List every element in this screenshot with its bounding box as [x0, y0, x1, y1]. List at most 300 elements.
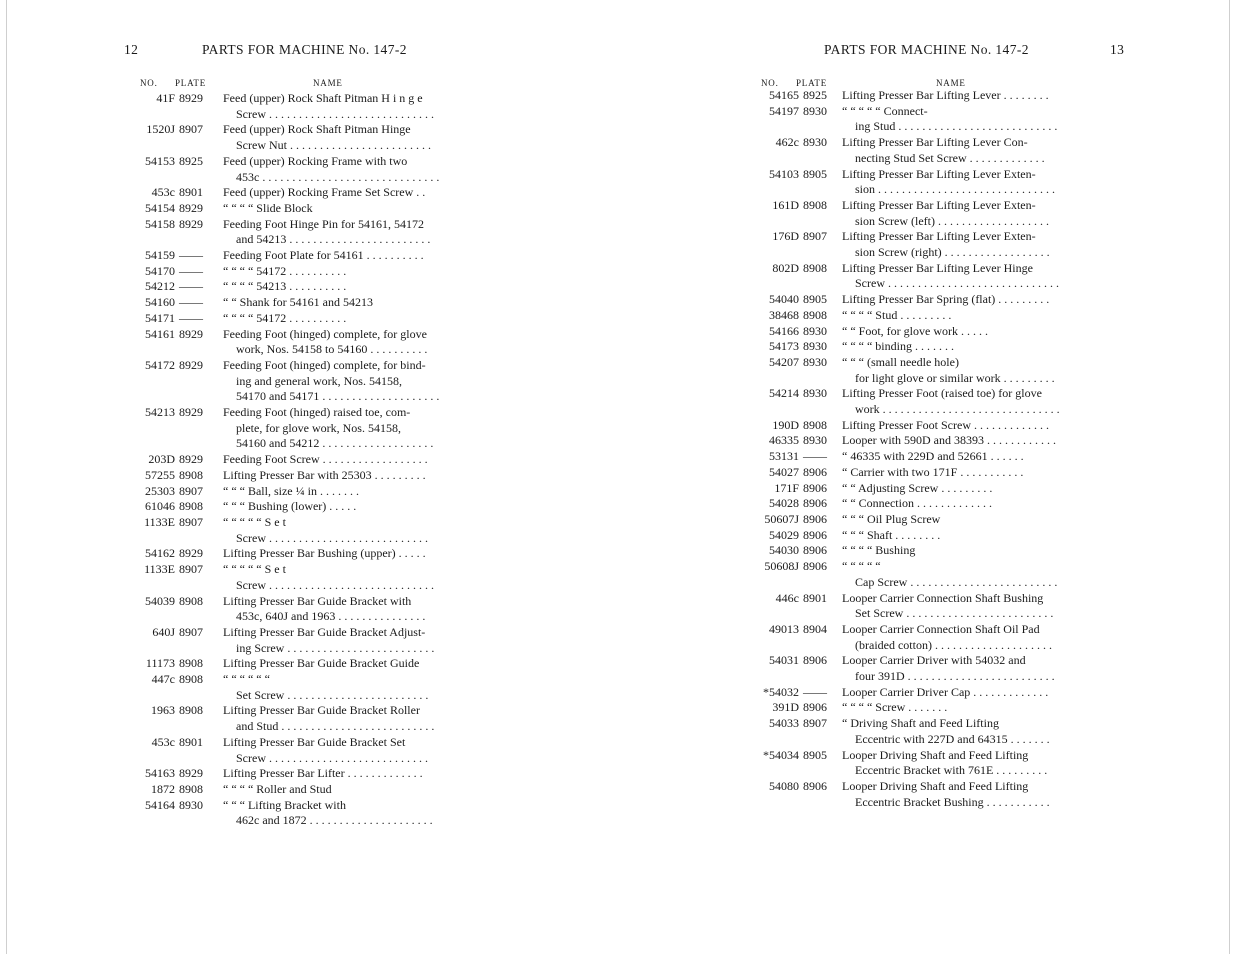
part-name-line: Lifting Presser Bar Guide Bracket Guide	[223, 656, 420, 671]
part-name-line: “ “ “ “ 54172 . . . . . . . . . .	[223, 263, 347, 278]
part-number: 54039	[145, 593, 175, 608]
part-name	[842, 716, 1143, 747]
part-name	[842, 512, 1143, 528]
part-number: 462c	[775, 135, 799, 150]
part-entry	[748, 496, 1143, 512]
part-name	[842, 386, 1143, 417]
part-name-line: Lifting Presser Bar Lifting Lever Con-	[842, 135, 1028, 150]
part-entry	[748, 559, 1143, 590]
plate-number: 8901	[803, 590, 827, 605]
part-number: 1872	[151, 781, 175, 796]
part-name-line: Lifting Presser Bar Guide Bracket Set	[223, 734, 406, 749]
part-name-line: “ “ “ “ Screw . . . . . . .	[842, 700, 948, 715]
plate-number: ——	[179, 295, 203, 310]
part-name	[223, 515, 465, 546]
part-name	[842, 308, 1143, 324]
part-entry	[748, 622, 1143, 653]
part-entry	[120, 358, 465, 405]
part-entry	[120, 782, 465, 798]
plate-number: 8930	[803, 135, 827, 150]
part-name-line: ing and general work, Nos. 54158,	[236, 373, 402, 388]
plate-number: ——	[803, 449, 827, 464]
part-name	[223, 452, 465, 468]
part-name	[223, 248, 465, 264]
part-entry	[120, 122, 465, 153]
part-number: 53131	[769, 449, 799, 464]
plate-number: 8908	[179, 656, 203, 671]
part-name-line: Looper with 590D and 38393 . . . . . . . . . . . .	[842, 433, 1056, 448]
part-number: 54197	[769, 103, 799, 118]
plate-number: 8906	[803, 559, 827, 574]
part-name-line: Feeding Foot Plate for 54161 . . . . . . . . . .	[223, 248, 424, 263]
part-name	[223, 279, 465, 295]
part-entry	[120, 625, 465, 656]
part-entry	[748, 449, 1143, 465]
plate-number: 8908	[803, 260, 827, 275]
part-number: 41F	[156, 91, 175, 105]
part-name	[842, 418, 1143, 434]
part-number: 54040	[769, 292, 799, 307]
part-name	[842, 339, 1143, 355]
part-name-line: Feeding Foot (hinged) complete, for bind-	[223, 357, 426, 372]
page-number: 13	[1110, 42, 1125, 57]
plate-number: 8929	[179, 546, 203, 561]
part-name-line: Looper Carrier Connection Shaft Bushing	[842, 590, 1044, 605]
part-number: 54172	[145, 357, 175, 372]
part-number: 446c	[775, 590, 799, 605]
part-name-line: 453c, 640J and 1963 . . . . . . . . . . . . . . .	[236, 609, 426, 624]
plate-number: 8907	[179, 514, 203, 529]
part-name-line: 462c and 1872 . . . . . . . . . . . . . . . . . . . . .	[236, 813, 433, 828]
part-number: 54027	[769, 464, 799, 479]
part-name-line: Lifting Presser Bar Lifting Lever Exten-	[842, 229, 1036, 244]
part-number: 1520J	[146, 122, 175, 137]
part-entry	[748, 355, 1143, 386]
part-entry	[120, 201, 465, 217]
part-name	[223, 405, 465, 452]
part-entry	[748, 685, 1143, 701]
part-entry	[120, 295, 465, 311]
plate-number: 8929	[179, 766, 203, 781]
part-name-line: Lifting Presser Bar Guide Bracket Adjust-	[223, 624, 426, 639]
part-number: 54030	[769, 543, 799, 558]
part-entry	[120, 264, 465, 280]
part-name	[842, 465, 1143, 481]
part-number: 54171	[145, 310, 175, 325]
part-name-line: ing Stud . . . . . . . . . . . . . . . . . . . . . . . . . . .	[855, 119, 1058, 134]
plate-number: 8929	[179, 200, 203, 215]
part-entry	[748, 512, 1143, 528]
plate-number: 8929	[179, 91, 203, 105]
part-name-line: “ Carrier with two 171F . . . . . . . . . . .	[842, 464, 1024, 479]
part-name-line: Lifting Presser Bar Lifting Lever . . . . . . . .	[842, 88, 1049, 102]
part-number: 54160	[145, 295, 175, 310]
part-number: 54214	[769, 386, 799, 401]
part-number: *54032	[763, 684, 799, 699]
plate-number: 8908	[179, 593, 203, 608]
part-number: 190D	[772, 417, 799, 432]
part-name-line: Set Screw . . . . . . . . . . . . . . . . . . . . . . . .	[236, 687, 429, 702]
plate-number: 8906	[803, 480, 827, 495]
part-name	[842, 779, 1143, 810]
part-name-line: Looper Carrier Connection Shaft Oil Pad	[842, 621, 1040, 636]
part-number: 453c	[151, 734, 175, 749]
part-name	[223, 499, 465, 515]
plate-number: 8925	[803, 88, 827, 102]
part-entry	[120, 594, 465, 625]
part-number: 54207	[769, 354, 799, 369]
part-number: 1133E	[144, 562, 175, 577]
part-entry	[748, 88, 1143, 104]
part-name	[223, 484, 465, 500]
part-name-line: Cap Screw . . . . . . . . . . . . . . . . . . . . . . . . .	[855, 574, 1058, 589]
parts-list	[120, 91, 465, 829]
part-name-line: “ “ Connection . . . . . . . . . . . . .	[842, 496, 992, 511]
page-edge-left	[6, 0, 7, 954]
part-name	[223, 358, 465, 405]
part-number: 176D	[772, 229, 799, 244]
part-entry	[748, 324, 1143, 340]
part-name-line: “ “ “ Lifting Bracket with	[223, 797, 346, 812]
plate-number: 8908	[179, 781, 203, 796]
plate-number: 8929	[179, 357, 203, 372]
part-name-line: sion Screw (right) . . . . . . . . . . . . . . . . . .	[855, 245, 1050, 260]
part-name-line: four 391D . . . . . . . . . . . . . . . . . . . . . . . . .	[855, 669, 1055, 684]
part-name-line: Lifting Presser Bar Spring (flat) . . . . . . . . .	[842, 292, 1050, 307]
plate-number: 8925	[179, 153, 203, 168]
part-number: 25303	[145, 483, 175, 498]
part-entry	[748, 104, 1143, 135]
part-name-line: Screw . . . . . . . . . . . . . . . . . . . . . . . . . . .	[236, 750, 428, 765]
part-number: 1963	[151, 703, 175, 718]
part-name	[223, 91, 465, 122]
part-name-line: Screw . . . . . . . . . . . . . . . . . . . . . . . . . . . .	[236, 106, 434, 121]
part-name	[842, 481, 1143, 497]
part-name-line: “ “ “ “ Roller and Stud	[223, 781, 332, 796]
column-header-name: NAME	[936, 78, 966, 88]
plate-number: 8908	[179, 467, 203, 482]
part-entry	[120, 735, 465, 766]
part-name-line: “ “ “ Shaft . . . . . . . .	[842, 527, 941, 542]
plate-number: 8906	[803, 496, 827, 511]
plate-number: 8904	[803, 621, 827, 636]
part-entry	[748, 700, 1143, 716]
part-name-line: Screw Nut . . . . . . . . . . . . . . . . . . . . . . . .	[236, 138, 431, 153]
plate-number: 8908	[803, 307, 827, 322]
part-name-line: Lifting Presser Bar Lifter . . . . . . . . . . . . .	[223, 766, 423, 781]
part-name	[842, 324, 1143, 340]
column-header-plate: PLATE	[796, 78, 827, 88]
part-entry	[120, 468, 465, 484]
part-name-line: and Stud . . . . . . . . . . . . . . . . . . . . . . . . . .	[236, 719, 435, 734]
plate-number: ——	[179, 310, 203, 325]
page-edge-right	[1229, 0, 1230, 954]
part-name	[223, 798, 465, 829]
part-name-line: Feed (upper) Rock Shaft Pitman H i n g e	[223, 91, 423, 105]
part-name-line: “ “ “ “ 54213 . . . . . . . . . .	[223, 279, 347, 294]
part-name	[223, 264, 465, 280]
column-header-plate: PLATE	[175, 78, 206, 88]
part-name	[223, 154, 465, 185]
plate-number: 8907	[803, 716, 827, 731]
plate-number: 8908	[803, 417, 827, 432]
part-name-line: Screw . . . . . . . . . . . . . . . . . . . . . . . . . . .	[236, 530, 428, 545]
part-entry	[748, 292, 1143, 308]
part-name-line: “ “ “ “ Bushing	[842, 543, 916, 558]
part-name	[842, 433, 1143, 449]
part-name-line: Feed (upper) Rocking Frame with two	[223, 153, 408, 168]
part-entry	[120, 515, 465, 546]
plate-number: 8907	[179, 122, 203, 137]
part-name-line: “ 46335 with 229D and 52661 . . . . . .	[842, 449, 1024, 464]
part-name	[842, 355, 1143, 386]
part-name	[223, 185, 465, 201]
left-page	[120, 0, 465, 954]
part-name-line: “ “ “ (small needle hole)	[842, 354, 959, 369]
part-number: 38468	[769, 307, 799, 322]
part-name-line: “ Driving Shaft and Feed Lifting	[842, 716, 999, 731]
part-name	[223, 656, 465, 672]
part-name	[223, 468, 465, 484]
part-number: 391D	[772, 700, 799, 715]
part-name	[842, 449, 1143, 465]
part-entry	[120, 154, 465, 185]
part-entry	[748, 748, 1143, 779]
part-name-line: Looper Carrier Driver Cap . . . . . . . . . . . . .	[842, 684, 1049, 699]
plate-number: ——	[803, 684, 827, 699]
part-entry	[748, 386, 1143, 417]
plate-number: 8929	[179, 452, 203, 467]
part-entry	[120, 672, 465, 703]
part-name-line: “ “ “ “ “ “	[223, 672, 270, 687]
part-name	[842, 229, 1143, 260]
part-name-line: “ “ “ “ “	[842, 559, 881, 574]
plate-number: 8929	[179, 326, 203, 341]
part-name-line: Eccentric with 227D and 64315 . . . . . . .	[855, 731, 1050, 746]
part-number: 54212	[145, 279, 175, 294]
part-entry	[748, 167, 1143, 198]
part-name-line: plete, for glove work, Nos. 54158,	[236, 420, 401, 435]
plate-number: 8908	[179, 703, 203, 718]
part-number: 161D	[772, 197, 799, 212]
part-number: 54033	[769, 716, 799, 731]
page-title: PARTS FOR MACHINE No. 147-2	[824, 42, 1029, 57]
part-entry	[748, 418, 1143, 434]
plate-number: 8908	[179, 672, 203, 687]
part-name-line: “ “ “ “ 54172 . . . . . . . . . .	[223, 310, 347, 325]
part-name-line: necting Stud Set Screw . . . . . . . . . . . . .	[855, 150, 1045, 165]
plate-number: 8930	[803, 339, 827, 354]
part-entry	[120, 248, 465, 264]
part-number: 54165	[769, 88, 799, 102]
part-number: *54034	[763, 747, 799, 762]
part-entry	[748, 543, 1143, 559]
plate-number: 8930	[803, 354, 827, 369]
part-name-line: “ “ “ “ binding . . . . . . .	[842, 339, 954, 354]
column-header-no: NO.	[140, 78, 158, 88]
plate-number: 8907	[179, 562, 203, 577]
part-number: 54028	[769, 496, 799, 511]
part-entry	[748, 433, 1143, 449]
part-name-line: 453c . . . . . . . . . . . . . . . . . . . . . . . . . . . . . .	[236, 169, 440, 184]
part-name-line: Feed (upper) Rocking Frame Set Screw . .	[223, 185, 426, 200]
part-number: 447c	[151, 672, 175, 687]
part-name-line: Screw . . . . . . . . . . . . . . . . . . . . . . . . . . . .	[236, 577, 434, 592]
part-entry	[748, 779, 1143, 810]
part-name	[223, 594, 465, 625]
part-entry	[748, 229, 1143, 260]
part-name	[842, 543, 1143, 559]
part-name-line: sion . . . . . . . . . . . . . . . . . . . . . . . . . . . . . .	[855, 182, 1056, 197]
part-name	[842, 198, 1143, 229]
parts-list	[748, 88, 1143, 810]
plate-number: 8929	[179, 216, 203, 231]
part-name-line: Lifting Presser Bar Lifting Lever Exten-	[842, 166, 1036, 181]
part-entry	[748, 653, 1143, 684]
plate-number: 8929	[179, 405, 203, 420]
part-entry	[748, 716, 1143, 747]
part-number: 54158	[145, 216, 175, 231]
part-name	[842, 748, 1143, 779]
part-number: 46335	[769, 433, 799, 448]
part-entry	[120, 703, 465, 734]
part-name-line: “ “ “ “ “ S e t	[223, 514, 286, 529]
part-name	[223, 546, 465, 562]
plate-number: ——	[179, 279, 203, 294]
part-number: 54153	[145, 153, 175, 168]
part-name	[842, 622, 1143, 653]
part-entry	[120, 327, 465, 358]
part-name-line: “ “ “ Ball, size ¼ in . . . . . . .	[223, 483, 359, 498]
part-name-line: Lifting Presser Foot Screw . . . . . . . . . . . . .	[842, 417, 1049, 432]
part-entry	[120, 562, 465, 593]
part-name-line: Feed (upper) Rock Shaft Pitman Hinge	[223, 122, 411, 137]
plate-number: 8930	[803, 386, 827, 401]
part-entry	[748, 339, 1143, 355]
part-entry	[120, 484, 465, 500]
part-name	[842, 559, 1143, 590]
part-entry	[748, 528, 1143, 544]
part-name-line: work . . . . . . . . . . . . . . . . . . . . . . . . . . . . . .	[855, 402, 1060, 417]
plate-number: 8906	[803, 700, 827, 715]
part-name-line: “ “ “ “ Slide Block	[223, 200, 313, 215]
plate-number: 8906	[803, 543, 827, 558]
part-entry	[120, 217, 465, 248]
part-name-line: Looper Driving Shaft and Feed Lifting	[842, 778, 1029, 793]
part-name-line: work, Nos. 54158 to 54160 . . . . . . . . . .	[236, 342, 428, 357]
plate-number: 8908	[803, 197, 827, 212]
part-name-line: (braided cotton) . . . . . . . . . . . . . . . . . . . .	[855, 637, 1052, 652]
plate-number: 8908	[179, 499, 203, 514]
plate-number: 8930	[803, 103, 827, 118]
part-name-line: Feeding Foot Screw . . . . . . . . . . . . . . . . . .	[223, 452, 428, 467]
part-number: 11173	[145, 656, 175, 671]
plate-number: 8901	[179, 185, 203, 200]
part-name	[842, 496, 1143, 512]
part-number: 54213	[145, 405, 175, 420]
part-name-line: Looper Driving Shaft and Feed Lifting	[842, 747, 1029, 762]
plate-number: 8930	[179, 797, 203, 812]
part-name-line: “ “ Adjusting Screw . . . . . . . . .	[842, 480, 993, 495]
part-number: 50608J	[764, 559, 799, 574]
part-name-line: sion Screw (left) . . . . . . . . . . . . . . . . . . .	[855, 213, 1049, 228]
part-entry	[748, 198, 1143, 229]
part-name-line: for light glove or similar work . . . . . . . . .	[855, 370, 1055, 385]
part-name	[223, 122, 465, 153]
part-entry	[120, 452, 465, 468]
part-name	[842, 528, 1143, 544]
plate-number: 8905	[803, 747, 827, 762]
part-entry	[748, 465, 1143, 481]
part-number: 54154	[145, 200, 175, 215]
part-number: 54029	[769, 527, 799, 542]
part-name	[223, 295, 465, 311]
part-entry	[120, 656, 465, 672]
plate-number: 8930	[803, 433, 827, 448]
part-number: 54031	[769, 653, 799, 668]
left-page-header	[120, 42, 465, 62]
part-entry	[120, 766, 465, 782]
part-name	[842, 591, 1143, 622]
part-name	[223, 735, 465, 766]
part-entry	[748, 135, 1143, 166]
part-name-line: and 54213 . . . . . . . . . . . . . . . . . . . . . . . .	[236, 232, 431, 247]
part-name	[223, 766, 465, 782]
plate-number: 8906	[803, 464, 827, 479]
part-number: 54159	[145, 248, 175, 263]
part-name	[223, 703, 465, 734]
part-number: 203D	[148, 452, 175, 467]
part-number: 57255	[145, 467, 175, 482]
part-entry	[748, 591, 1143, 622]
column-header-no: NO.	[761, 78, 779, 88]
plate-number: 8906	[803, 653, 827, 668]
part-number: 54164	[145, 797, 175, 812]
part-name-line: Lifting Presser Bar Guide Bracket Roller	[223, 703, 420, 718]
part-name	[223, 562, 465, 593]
part-number: 640J	[152, 624, 175, 639]
part-name-line: Eccentric Bracket Bushing . . . . . . . . . . .	[855, 794, 1050, 809]
plate-number: ——	[179, 263, 203, 278]
part-name	[842, 685, 1143, 701]
plate-number: 8907	[803, 229, 827, 244]
part-name-line: Looper Carrier Driver with 54032 and	[842, 653, 1026, 668]
part-name	[842, 88, 1143, 104]
part-name-line: “ “ “ “ “ Connect-	[842, 103, 928, 118]
part-name-line: Lifting Presser Bar Bushing (upper) . . . . .	[223, 546, 426, 561]
part-number: 54166	[769, 323, 799, 338]
part-entry	[748, 308, 1143, 324]
part-name-line: Feeding Foot (hinged) complete, for glove	[223, 326, 427, 341]
part-name	[223, 782, 465, 798]
part-entry	[120, 546, 465, 562]
part-name	[842, 104, 1143, 135]
part-name	[842, 167, 1143, 198]
part-name-line: Screw . . . . . . . . . . . . . . . . . . . . . . . . . . . . .	[855, 276, 1059, 291]
part-name-line: “ “ “ Bushing (lower) . . . . .	[223, 499, 357, 514]
part-entry	[120, 499, 465, 515]
part-name	[223, 217, 465, 248]
part-number: 171F	[774, 480, 799, 495]
part-name-line: “ “ “ “ “ S e t	[223, 562, 286, 577]
plate-number: 8905	[803, 292, 827, 307]
part-number: 54162	[145, 546, 175, 561]
part-number: 1133E	[144, 514, 175, 529]
plate-number: 8906	[803, 511, 827, 526]
part-name-line: Feeding Foot (hinged) raised toe, com-	[223, 405, 411, 420]
page-title: PARTS FOR MACHINE No. 147-2	[202, 42, 407, 57]
part-name	[842, 292, 1143, 308]
